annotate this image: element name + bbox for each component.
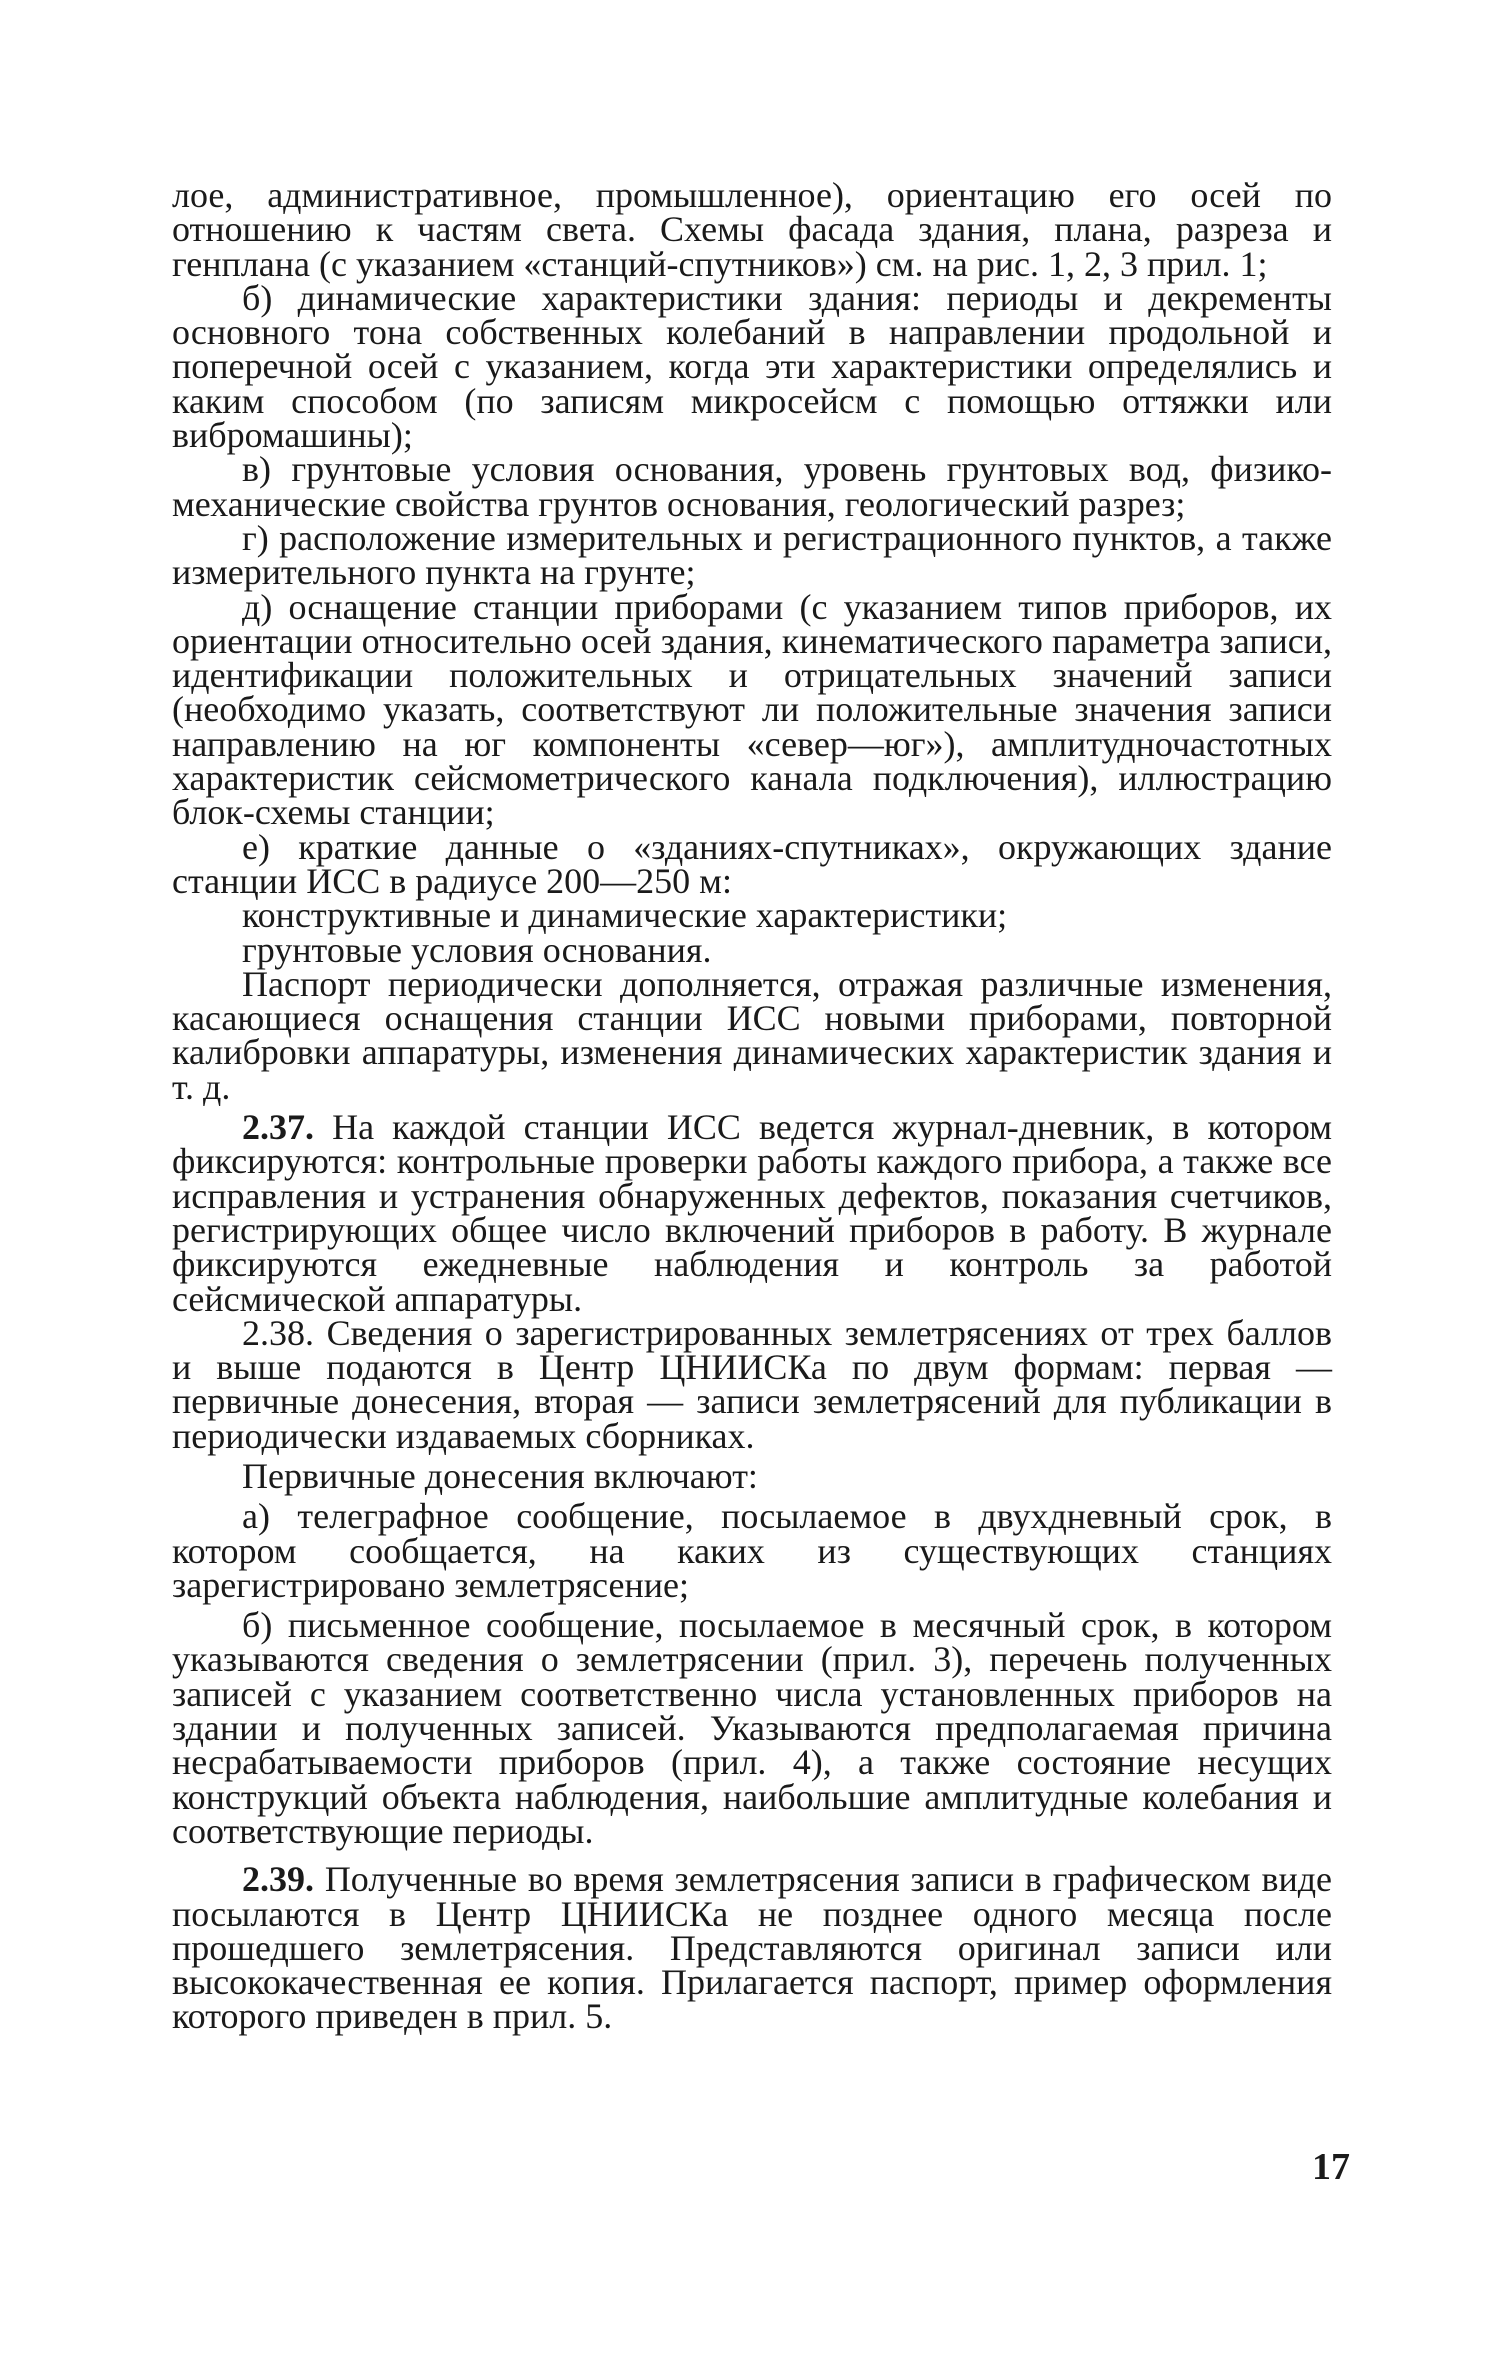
section-number-2-39: 2.39. xyxy=(242,1859,314,1900)
paragraph-d-equipment: д) оснащение станции приборами (с указанием типов приборов, их ориентации относительно осей здания, кинематического параметра записи, идентификации положительных и отрицательных значений записи (необходимо указать, соответствуют ли положительные значения записи направлению на юг компоненты «север—юг»), амплитудночастотных характеристик сейсмометрического канала подключения), иллюстрацию блок-схемы станции; xyxy=(172,586,1332,833)
paragraph-b-dynamic-characteristics: б) динамические характеристики здания: периоды и декременты основного тона собственных колебаний в направлении продольной и поперечной осей с указанием, когда эти характеристики определялись и каким способом (по записям микросейсм с помощью оттяжки или вибромашины); xyxy=(172,277,1332,456)
paragraph-primary-reports: Первичные донесения включают: xyxy=(242,1455,758,1496)
paragraph-2-39 xyxy=(172,1859,1333,2037)
paragraph-continuation: лое, административное, промышленное), ориентацию его осей по отношению к частям света. Схемы фасада здания, плана, разреза и генплана (с указанием «станций-спутников») см. на рис. 1, 2, 3 прил. 1; xyxy=(172,175,1332,284)
paragraph-a-telegraph: а) телеграфное сообщение, посылаемое в двухдневный срок, в котором сообщается, на каких из существующих станциях зарегистрировано землетрясение; xyxy=(172,1496,1332,1605)
paragraph-passport: Паспорт периодически дополняется, отражая различные изменения, касающиеся оснащения станции ИСС новыми приборами, повторной калибровки аппаратуры, изменения динамических характеристик здания и т. д. xyxy=(172,963,1332,1107)
section-text-2-37: На каждой станции ИСС ведется журнал-дневник, в котором фиксируются: контрольные проверки работы каждого прибора, а также все исправления и устранения обнаруженных дефектов, показания счетчиков, регистрирующих общее число включений приборов в работу. В журнале фиксируются ежедневные наблюдения и контроль за работой сейсмической аппаратуры. xyxy=(172,1107,1332,1319)
paragraph-e-item-soil: грунтовые условия основания. xyxy=(242,929,712,970)
page-number: 17 xyxy=(1312,2146,1350,2188)
paragraph-b-written-report: б) письменное сообщение, посылаемое в месячный срок, в котором указываются сведения о землетрясении (прил. 3), перечень полученных записей с указанием соответственно числа установленных приборов на здании и полученных записей. Указываются предполагаемая причина несрабатываемости приборов (прил. 4), а также состояние несущих конструкций объекта наблюдения, наибольшие амплитудные колебания и соответствующие периоды. xyxy=(172,1605,1332,1851)
paragraph-2-37 xyxy=(172,1107,1332,1319)
paragraph-v-soil-conditions: в) грунтовые условия основания, уровень грунтовых вод, физико-механические свойства грунтов основания, геологический разрез; xyxy=(172,449,1332,524)
section-number-2-38: 2.38. xyxy=(242,1312,314,1353)
section-text-2-38: Сведения о зарегистрированных землетрясениях от трех баллов и выше подаются в Центр ЦНИИСКа по двум формам: первая — первичные донесения, вторая — записи землетрясений для публикации в периодически издаваемых сборниках. xyxy=(172,1312,1333,1456)
paragraph-2-38 xyxy=(172,1312,1333,1456)
section-text-2-39: Полученные во время землетрясения записи в графическом виде посылаются в Центр ЦНИИСКа не позднее одного месяца после прошедшего землетрясения. Представляются оригинал записи или высококачественная ее копия. Прилагается паспорт, пример оформления которого приведен в прил. 5. xyxy=(172,1859,1333,2037)
paragraph-e-satellite-buildings: е) краткие данные о «зданиях-спутниках», окружающих здание станции ИСС в радиусе 200—250 м: xyxy=(172,826,1332,901)
paragraph-g-location: г) расположение измерительных и регистрационного пунктов, а также измерительного пункта на грунте; xyxy=(172,517,1332,593)
section-number-2-37: 2.37. xyxy=(242,1107,314,1148)
body-text xyxy=(172,175,1333,2037)
paragraph-e-item-structural: конструктивные и динамические характеристики; xyxy=(242,895,1008,936)
